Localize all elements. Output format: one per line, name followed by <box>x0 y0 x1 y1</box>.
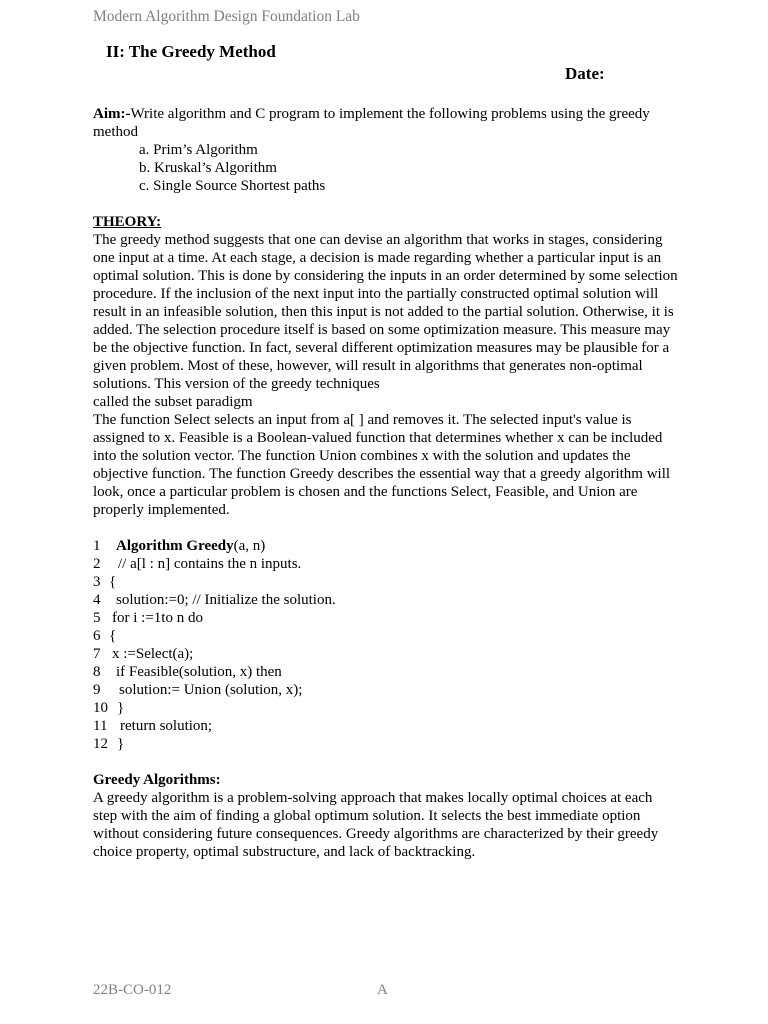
aim-text: Write algorithm and C program to implement the following problems using the greedy method <box>93 106 650 140</box>
code-line <box>93 591 678 609</box>
section-title: II: The Greedy Method <box>106 42 276 61</box>
theory-subset-line: called the subset paradigm <box>93 394 253 410</box>
code-line <box>93 663 678 681</box>
code-line <box>93 681 678 699</box>
theory-paragraph: The function Select selects an input from a[ ] and removes it. The selected input's value is assigned to x. Feasible is a Boolean-valued function that determines whether x can be included into the solution vector. The function Union combines x with the solution and updates the objective function. The function Greedy describes the essential way that a greedy algorithm will look, once a particular problem is chosen and the functions Select, Feasible, and Union are properly implemented. <box>93 412 671 518</box>
code-line <box>93 717 678 735</box>
code-text: return solution; <box>120 718 213 734</box>
code-line-number: 9 <box>93 682 101 698</box>
code-line-number: 4 <box>93 592 101 608</box>
code-line <box>93 537 678 555</box>
aim-item: a. Prim’s Algorithm <box>139 142 258 158</box>
code-line-number: 6 <box>93 628 101 644</box>
code-line <box>93 645 678 663</box>
aim-item: c. Single Source Shortest paths <box>139 178 326 194</box>
code-line-number: 2 <box>93 556 101 572</box>
code-line <box>93 573 678 591</box>
code-text: solution:=0; // Initialize the solution. <box>116 592 336 608</box>
code-line-number: 11 <box>93 718 108 734</box>
aim-paragraph <box>93 105 678 141</box>
code-line <box>93 627 678 645</box>
algorithm-code <box>93 537 678 753</box>
theory-heading: THEORY: <box>93 214 162 230</box>
document-body <box>93 105 678 861</box>
footer-roll-number: 22B-CO-012 <box>93 982 172 998</box>
code-keyword: Algorithm Greedy <box>116 538 234 554</box>
code-line <box>93 699 678 717</box>
date-label: Date: <box>565 64 605 83</box>
greedy-algorithms-heading: Greedy Algorithms: <box>93 772 221 788</box>
greedy-algorithms-paragraph: A greedy algorithm is a problem-solving approach that makes locally optimal choices at each step with the aim of finding a global optimum solution. It selects the best immediate option without considering future consequences. Greedy algorithms are characterized by their greedy choice property, optimal substructure, and lack of backtracking. <box>93 790 659 860</box>
code-text: { <box>109 574 117 590</box>
code-text: if Feasible(solution, x) then <box>116 664 282 680</box>
code-line-number: 10 <box>93 700 108 716</box>
code-text: } <box>117 736 125 752</box>
code-text: solution:= Union (solution, x); <box>119 682 303 698</box>
lab-title: Modern Algorithm Design Foundation Lab <box>93 8 360 25</box>
code-line-number: 5 <box>93 610 101 626</box>
code-text: } <box>117 700 125 716</box>
code-text: // a[l : n] contains the n inputs. <box>118 556 302 572</box>
code-text: x :=Select(a); <box>112 646 194 662</box>
code-line <box>93 555 678 573</box>
code-text: (a, n) <box>233 538 266 554</box>
aim-item: b. Kruskal’s Algorithm <box>139 160 277 176</box>
aim-list <box>93 141 678 195</box>
aim-label: Aim:- <box>93 106 131 122</box>
code-text: { <box>109 628 117 644</box>
code-line-number: 12 <box>93 736 108 752</box>
code-line-number: 1 <box>93 538 101 554</box>
code-line-number: 8 <box>93 664 101 680</box>
footer-page-label: A <box>377 982 388 998</box>
theory-paragraph: The greedy method suggests that one can devise an algorithm that works in stages, considering one input at a time. At each stage, a decision is made regarding whether a particular input is an optimal solution. This is done by considering the inputs in an order determined by some selection procedure. If the inclusion of the next input into the partially constructed optimal solution will result in an infeasible solution, then this input is not added to the partial solution. Otherwise, it is added. The selection procedure itself is based on some optimization measure. This measure may be the objective function. In fact, several different optimization measures may be plausible for a given problem. Most of these, however, will result in algorithms that generates non-optimal solutions. This version of the greedy techniques <box>93 232 678 392</box>
code-line <box>93 609 678 627</box>
code-text: for i :=1to n do <box>112 610 203 626</box>
code-line-number: 7 <box>93 646 101 662</box>
code-line <box>93 735 678 753</box>
code-line-number: 3 <box>93 574 101 590</box>
